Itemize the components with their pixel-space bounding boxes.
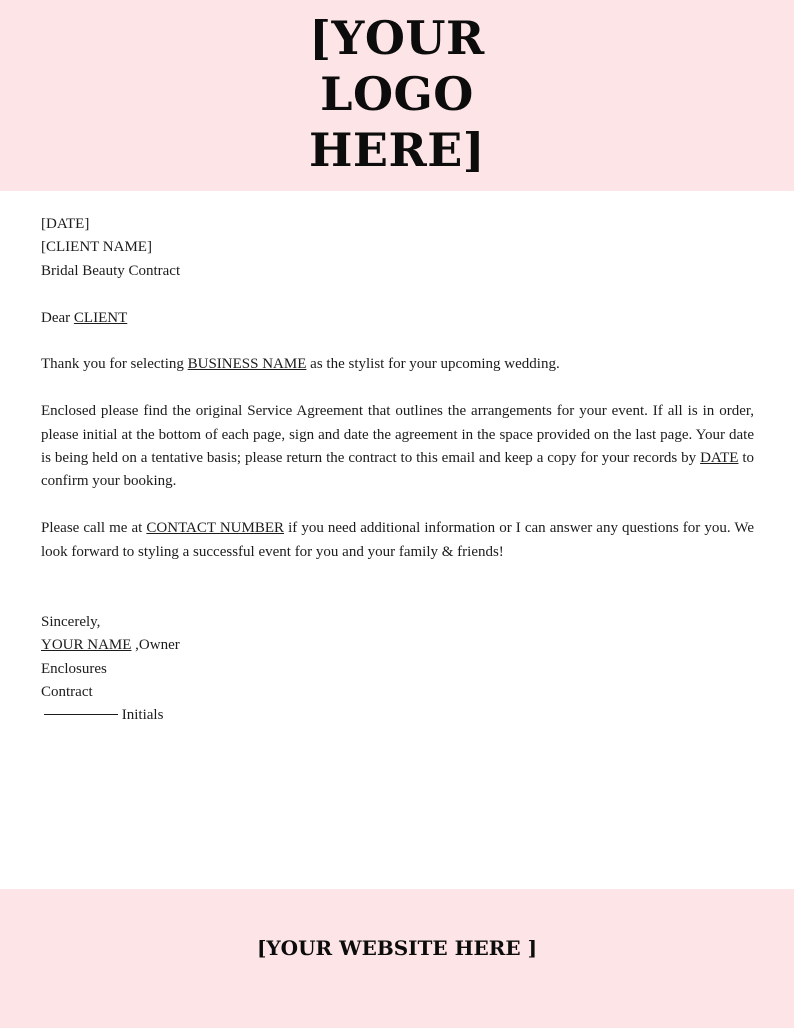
date-field: DATE xyxy=(700,450,739,467)
paragraph-enclosed xyxy=(41,400,754,494)
signature-line xyxy=(41,634,754,657)
logo-line: LOGO xyxy=(320,67,474,121)
signer-title: ,Owner xyxy=(131,637,180,654)
paragraph-text: Enclosed please find the original Service Agreement that outlines the arrangements for your event. If all is in order, please initial at the bottom of each page, sign and date the agreement in the space provided on the last page. Your date is being held on a tentative basis; please return the contract to this email and keep a copy for your records by xyxy=(41,403,754,467)
letter-client-name: [CLIENT NAME] xyxy=(41,239,152,256)
initials-line xyxy=(41,704,754,727)
enclosure-item: Contract xyxy=(41,684,93,701)
initials-label: Initials xyxy=(121,707,164,724)
enclosures-label: Enclosures xyxy=(41,660,107,677)
contact-number-field: CONTACT NUMBER xyxy=(146,520,285,537)
logo-placeholder xyxy=(0,10,794,178)
paragraph-text: as the stylist for your upcoming wedding. xyxy=(306,356,560,373)
paragraph-text: if you need additional information or I can answer any questions for you. We look forward to styling a successful event for you and your family & friends! xyxy=(41,520,754,560)
logo-line: [YOUR xyxy=(309,11,485,65)
letter-date: [DATE] xyxy=(41,216,90,232)
letter-body xyxy=(41,213,754,728)
business-name-field: BUSINESS NAME xyxy=(187,356,307,373)
salutation xyxy=(41,307,754,330)
paragraph-text: to confirm your booking. xyxy=(41,450,754,490)
initials-blank xyxy=(44,714,118,715)
salutation-client-field: CLIENT xyxy=(73,309,128,326)
logo-line: HERE] xyxy=(308,123,486,177)
closing: Sincerely, xyxy=(41,613,101,630)
paragraph-thanks xyxy=(41,353,754,376)
paragraph-text: Please call me at xyxy=(41,520,147,537)
letter-subject: Bridal Beauty Contract xyxy=(41,262,181,279)
paragraph-contact xyxy=(41,517,754,564)
paragraph-text: Thank you for selecting xyxy=(41,356,188,373)
salutation-prefix: Dear xyxy=(41,309,74,326)
website-placeholder: [YOUR WEBSITE HERE ] xyxy=(256,936,538,960)
signer-name-field: YOUR NAME xyxy=(41,637,132,654)
